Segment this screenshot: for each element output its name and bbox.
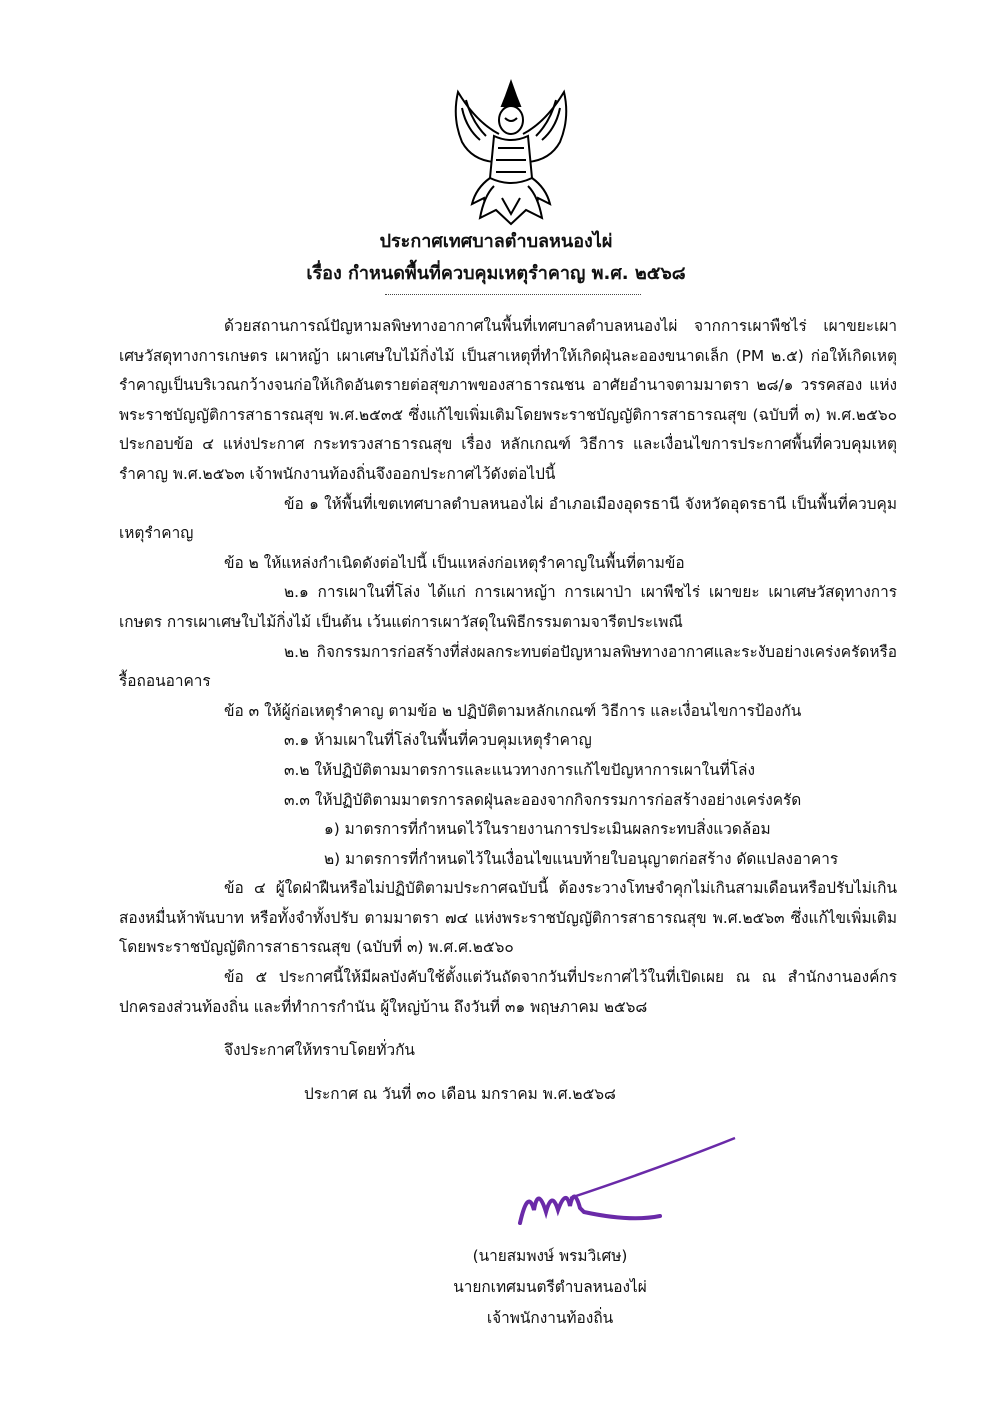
clause-2: ข้อ ๒ ให้แหล่งกำเนิดดังต่อไปนี้ เป็นแหล่งก่อเหตุรำคาญในพื้นที่ตามข้อ (224, 553, 685, 572)
clause-3-1: ๓.๑ ห้ามเผาในที่โล่งในพื้นที่ควบคุมเหตุรำคาญ (284, 731, 592, 750)
clause-2-2: ๒.๒ กิจกรรมการก่อสร้างที่ส่งผลกระทบต่อปัญหามลพิษทางอากาศและระงับอย่างเคร่งครัดหรือรื้อถอนอาคาร (119, 642, 897, 691)
clause-3-3-item-2: ๒) มาตรการที่กำหนดไว้ในเงื่อนไขแนบท้ายใบอนุญาตก่อสร้าง ดัดแปลงอาคาร (324, 849, 839, 868)
document-subject: เรื่อง กำหนดพื้นที่ควบคุมเหตุรำคาญ พ.ศ. ๒๕๖๘ (306, 263, 686, 284)
signer-role: เจ้าพนักงานท้องถิ่น (486, 1309, 614, 1327)
garuda-emblem-icon (436, 78, 586, 228)
document-body (119, 312, 897, 1109)
clause-3-3-item-1: ๑) มาตรการที่กำหนดไว้ในรายงานการประเมินผลกระทบสิ่งแวดล้อม (324, 820, 771, 839)
signature-image (510, 1128, 750, 1238)
signer-name: (นายสมพงษ์ พรมวิเศษ) (472, 1247, 628, 1265)
clause-1: ข้อ ๑ ให้พื้นที่เขตเทศบาลตำบลหนองไผ่ อำเภอเมืองอุดรธานี จังหวัดอุดรธานี เป็นพื้นที่ควบคุมเหตุรำคาญ (119, 494, 897, 543)
clause-4: ข้อ ๔ ผู้ใดฝ่าฝืนหรือไม่ปฏิบัติตามประกาศฉบับนี้ ต้องระวางโทษจำคุกไม่เกินสามเดือนหรือปรับไม่เกินสองหมื่นห้าพันบาท หรือทั้งจำทั้งปรับ ตามมาตรา ๗๔ แห่งพระราชบัญญัติการสาธารณสุข พ.ศ.๒๕๖๓ ซึ่งแก้ไขเพิ่มเติมโดยพระราชบัญญัติการสาธารณสุข (ฉบับที่ ๓) พ.ศ.ศ.๒๕๖๐ (119, 879, 897, 957)
announcement-date: ประกาศ ณ วันที่ ๓๐ เดือน มกราคม พ.ศ.๒๕๖๘ (304, 1084, 616, 1103)
clause-3-2: ๓.๒ ให้ปฏิบัติตามมาตรการและแนวทางการแก้ไขปัญหาการเผาในที่โล่ง (284, 760, 755, 779)
clause-2-1: ๒.๑ การเผาในที่โล่ง ได้แก่ การเผาหญ้า การเผาป่า เผาพืชไร่ เผาขยะ เผาเศษวัสดุทางการเกษตร การเผาเศษใบไม้กิ่งไม้ เป็นต้น เว้นแต่การเผาวัสดุในพิธีกรรมตามจารีตประเพณี (119, 583, 897, 631)
preamble-paragraph: ด้วยสถานการณ์ปัญหามลพิษทางอากาศในพื้นที่เทศบาลตำบลหนองไผ่ จากการเผาพืชไร่ เผาขยะเผาเศษวัสดุทางการเกษตร เผาหญ้า เผาเศษใบไม้กิ่งไม้ เป็นสาเหตุที่ทำให้เกิดฝุ่นละอองขนาดเล็ก (PM ๒.๕) ก่อให้เกิดเหตุรำคาญเป็นบริเวณกว้างจนก่อให้เกิดอันตรายต่อสุขภาพของสาธารณชน อาศัยอำนาจตามมาตรา ๒๘/๑ วรรคสอง แห่งพระราชบัญญัติการสาธารณสุข พ.ศ.๒๕๓๕ ซึ่งแก้ไขเพิ่มเติมโดยพระราชบัญญัติการสาธารณสุข (ฉบับที่ ๓) พ.ศ.๒๕๖๐ ประกอบข้อ ๔ แห่งประกาศ กระทรวงสาธารณสุข เรื่อง หลักเกณฑ์ วิธีการ และเงื่อนไขการประกาศพื้นที่ควบคุมเหตุรำคาญ พ.ศ.๒๕๖๓ เจ้าพนักงานท้องถิ่นจึงออกประกาศไว้ดังต่อไปนี้ (119, 317, 897, 483)
clause-5: ข้อ ๕ ประกาศนี้ให้มีผลบังคับใช้ตั้งแต่วันถัดจากวันที่ประกาศไว้ในที่เปิดเผย ณ ณ สำนักงานองค์กรปกครองส่วนท้องถิ่น และที่ทำการกำนัน ผู้ใหญ่บ้าน ถึงวันที่ ๓๑ พฤษภาคม ๒๕๖๘ (119, 968, 897, 1016)
signer-position: นายกเทศมนตรีตำบลหนองไผ่ (453, 1278, 647, 1296)
document-title: ประกาศเทศบาลตำบลหนองไผ่ (379, 231, 613, 252)
title-divider (385, 294, 641, 295)
announcement-line: จึงประกาศให้ทราบโดยทั่วกัน (224, 1041, 415, 1060)
clause-3-3: ๓.๓ ให้ปฏิบัติตามมาตรการลดฝุ่นละอองจากกิจกรรมการก่อสร้างอย่างเคร่งครัด (284, 790, 802, 809)
clause-3: ข้อ ๓ ให้ผู้ก่อเหตุรำคาญ ตามข้อ ๒ ปฏิบัติตามหลักเกณฑ์ วิธีการ และเงื่อนไขการป้องกัน (224, 701, 802, 720)
